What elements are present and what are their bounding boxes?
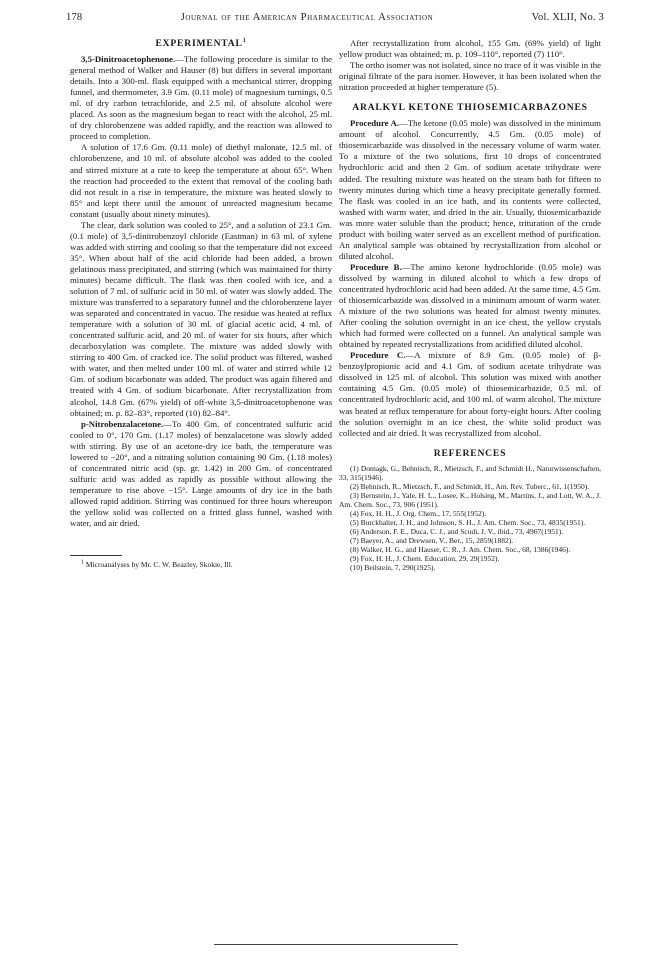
reference-item: (1) Domagk, G., Behnisch, R., Mietzsch, F., and Schmidt H., Naturwissenschaften, 33, 315(1946). [339,463,601,482]
paragraph-procedure-c: Procedure C.—A mixture of 8.9 Gm. (0.05 mole) of β-benzoylpropionic acid and 4.1 Gm. of sodium acetate trihydrate was dissolved in 125 ml. of alcohol. This solution was mixed with another containing 4.5 Gm. (0.05 mole) of thiosemicarbazide, 0.5 ml. of concentrated hydrochloric acid, and 100 ml. of warm alcohol. The mixture was heated at reflux temperature for about forty-eight hours. After cooling the solution overnight in an ice chest, the white solid product was collected and air dried. It was recrystallized from alcohol. [339,350,601,438]
left-column [70,38,332,569]
references-heading: REFERENCES [433,447,507,459]
page-number: 178 [66,12,83,23]
reference-item: (6) Anderson, F. E., Duca, C. J., and Scudi, J. V., ibid., 73, 4967(1951). [350,527,564,537]
paragraph-ortho-isomer: The ortho isomer was not isolated, since no trace of it was visible in the original filtrate of the para isomer. However, it has been isolated when the nitration proceeded at higher temperature (5). [339,60,602,93]
run-in-heading: p-Nitrobenzalacetone. [81,418,164,429]
run-in-heading: Procedure C. [350,350,406,361]
journal-title: Journal of the American Pharmaceutical Association [180,12,434,23]
paragraph-acid-chloride: The clear, dark solution was cooled to 25°, and a solution of 23.1 Gm. (0.1 mole) of 3,5-dinitrobenzoyl chloride (Eastman) in 63 ml. of xylene was added with stirring and cooling so that the temperature did not exceed 35°. When about half of the acid chloride had been added, a brown gelatinous mass precipitated, and stirring (which was maintained for thirty minutes) became difficult. The flask was then cooled with ice, and a solution of 7 ml. of sulfuric acid in 50 ml. of water was slowly added. The mixture was transferred to a separatory funnel and the chlorobenzene layer was separated and concentrated in vacuo. The residue was heated at reflux temperature with a solution of 30 ml. of glacial acetic acid, 4 ml. of concentrated sulfuric acid, and 20 ml. of water for six hours, after which decarboxylation was complete. The mixture was added slowly with stirring to 400 Gm. of cracked ice. The solid product was filtered, washed with water, and then melted under 100 ml. of water and stirred while 12 Gm. of sodium bicarbonate was added. The product was again filtered and treated with 4 Gm. of sodium bicarbonate. After recrystallization from alcohol, 14.8 Gm. (67% yield) of off-white 3,5-dinitroacetophenone was obtained; m. p. 82–83°, reported (10) 82–84°. [70,219,332,418]
reference-item: (5) Burckhalter, J. H., and Johnson, S. H., J. Am. Chem. Soc., 73, 4835(1951). [350,517,586,527]
footnote-divider [70,555,122,556]
paragraph-dinitroacetophenone: 3,5-Dinitroacetophenone.—The following procedure is similar to the general method of Walker and Hauser (8) but differs in several important details. Into a 300-ml. flask equipped with a mechanical stirrer, dropping funnel, and thermometer, 3.9 Gm. (0.11 mole) of magnesium turnings, 0.5 ml. of dry carbon tetrachloride, and 2.5 ml. of absolute alcohol were placed. As soon as the magnesium began to react with the alcohol, 25 ml. of dry chlorobenzene was added rapidly, and the reaction was allowed to proceed to completion. [70,54,332,142]
run-in-heading: Procedure B. [350,261,402,272]
reference-item: (3) Bernstein, J., Yale, H. L., Losee, K., Holsing, M., Martins, J., and Lott, W. A., J. Am. Chem. Soc., 73, 906 (1951). [339,490,601,509]
bottom-divider [214,944,458,945]
run-in-heading: Procedure A. [350,118,400,129]
footnote-marker: 1 [242,37,247,44]
volume-issue: Vol. XLII, No. 3 [531,12,604,23]
run-in-heading: 3,5-Dinitroacetophenone. [81,54,176,65]
running-head [66,12,604,23]
reference-item: (10) Beilstein, 7, 290(1925). [350,563,436,573]
reference-item: (4) Fox, H. H., J. Org. Chem., 17, 555(1952). [350,508,487,518]
reference-item: (7) Baeyer, A., and Drewsen, V., Ber., 15, 2859(1882). [350,536,514,546]
experimental-heading: EXPERIMENTAL$^1$ [155,37,247,49]
reference-item: (9) Fox, H. H., J. Chem. Education, 29, 29(1952). [350,554,500,564]
paragraph-procedure-a: Procedure A.—The ketone (0.05 mole) was dissolved in the minimum amount of alcohol. Concurrently, 4.5 Gm. (0.05 mole) of thiosemicarbazide was dissolved in the necessary volume of warm water. To a mixture of the two solutions, first 10 drops of concentrated hydrochloric acid and then 2 Gm. of sodium acetate trihydrate were added. The resulting mixture was heated on the steam bath for fifteen to twenty minutes during which time a heavy precipitate generally formed. The flask was cooled in an ice bath, and its contents were collected, washed with warm water, and dried in the air. Usually, thiosemicarbazide was more water soluble than the product; hence, trituration of the crude product with boiling water served as an excellent method of purification. An analytical sample was obtained by recrystallization from alcohol or diluted alcohol. [339,118,601,261]
reference-item: (2) Behnisch, R., Mietzsch, F., and Schmidt, H., Am. Rev. Tuberc., 61, 1(1950). [350,481,590,491]
footnote: $^1$ Microanalyses by Mr. C. W. Beazley, Skokie, Ill. [81,559,233,570]
paragraph-malonate: A solution of 17.6 Gm. (0.11 mole) of diethyl malonate, 12.5 ml. of chlorobenzene, and 10 ml. of absolute alcohol was added to the cooled and stirred mixture at a rate to keep the temperature at about 65°. When the reaction had proceeded to the extent that removal of the cooling bath did not result in a rise in temperature, the mixture was heated slowly to 85° and kept there until the amount of unreacted magnesium became constant (usually about ninety minutes). [70,142,332,219]
reference-item: (8) Walker, H. G., and Hauser, C. R., J. Am. Chem. Soc., 68, 1386(1946). [350,545,571,555]
paragraph-nitrobenzalacetone: p-Nitrobenzalacetone.—To 400 Gm. of concentrated sulfuric acid cooled to 0°, 170 Gm. (1.17 moles) of benzalacetone was slowly added with stirring. By use of an acetone-dry ice bath, the temperature was lowered to −20°, and a nitrating solution containing 90 Gm. (1.18 moles) of concentrated nitric acid (sp. gr. 1.42) in 200 Gm. of concentrated sulfuric acid was added as rapidly as possible without allowing the temperature to rise above −15°. Large amounts of dry ice in the bath allowed rapid addition. Stirring was continued for three hours whereupon the yellow solid was collected on a fritted glass funnel, washed with water, and air dried. [70,418,332,529]
references-section [339,448,601,573]
right-column [339,38,601,572]
paragraph-recrystallization: After recrystallization from alcohol, 155 Gm. (69% yield) of light yellow product was obtained; m. p. 109–110°, reported (7) 110°. [339,38,601,60]
paragraph-procedure-b: Procedure B.—The amino ketone hydrochloride (0.05 mole) was dissolved by warming in diluted alcohol to which a few drops of concentrated hydrochloric acid had been added. At the same time, 4.5 Gm. of thiosemicarbazide was dissolved in a minimum amount of warm water. A mixture of the two solutions was heated for almost twenty minutes. After cooling the solution overnight in an ice chest, the yellow crystals which had formed were collected on a funnel. An analytical sample was obtained by repeated recrystallizations from acidified diluted alcohol. [339,261,601,350]
thiosemicarbazones-heading: ARALKYL KETONE THIOSEMICARBAZONES [352,102,588,114]
